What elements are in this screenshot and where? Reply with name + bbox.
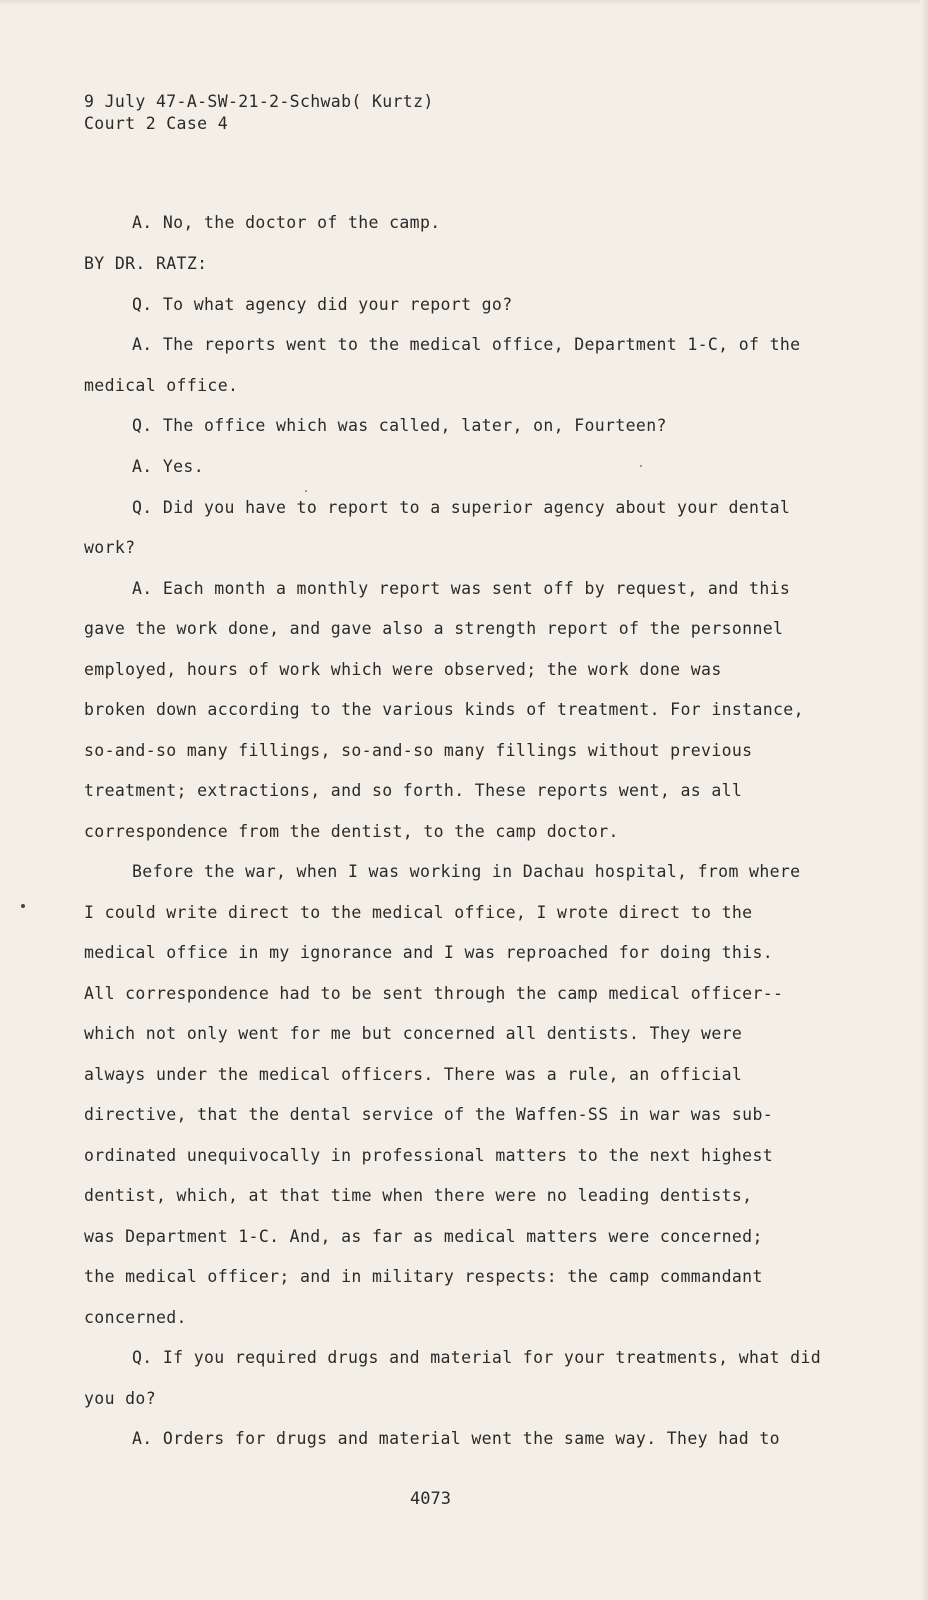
transcript-line: treatment; extractions, and so forth. These reports went, as all bbox=[84, 781, 743, 800]
transcript-line: Before the war, when I was working in Dachau hospital, from where bbox=[132, 862, 801, 881]
page-edge-top bbox=[0, 0, 928, 6]
page-edge-right bbox=[920, 0, 928, 1600]
transcript-line: work? bbox=[84, 538, 136, 557]
transcript-line: dentist, which, at that time when there were no leading dentists, bbox=[84, 1186, 753, 1205]
transcript-line: always under the medical officers. There was a rule, an official bbox=[84, 1065, 743, 1084]
transcript-line: employed, hours of work which were observed; the work done was bbox=[84, 660, 722, 679]
transcript-line: concerned. bbox=[84, 1308, 187, 1327]
document-header-court-line: Court 2 Case 4 bbox=[84, 114, 228, 133]
paper-speck bbox=[640, 465, 642, 467]
paper-speck bbox=[305, 490, 307, 492]
transcript-line: the medical officer; and in military respects: the camp commandant bbox=[84, 1267, 763, 1286]
transcript-line: you do? bbox=[84, 1389, 156, 1408]
transcript-line: correspondence from the dentist, to the camp doctor. bbox=[84, 822, 619, 841]
transcript-line: A. The reports went to the medical office, Department 1-C, of the bbox=[132, 335, 801, 354]
speaker-heading: BY DR. RATZ: bbox=[84, 254, 208, 273]
transcript-line: A. Orders for drugs and material went the same way. They had to bbox=[132, 1429, 780, 1448]
transcript-line: which not only went for me but concerned all dentists. They were bbox=[84, 1024, 743, 1043]
transcript-line: Q. The office which was called, later, on, Fourteen? bbox=[132, 416, 667, 435]
transcript-line: was Department 1-C. And, as far as medical matters were concerned; bbox=[84, 1227, 763, 1246]
page-number: 4073 bbox=[410, 1489, 451, 1509]
transcript-line: Q. To what agency did your report go? bbox=[132, 295, 513, 314]
transcript-line: A. Each month a monthly report was sent off by request, and this bbox=[132, 579, 791, 598]
transcript-line: so-and-so many fillings, so-and-so many fillings without previous bbox=[84, 741, 753, 760]
document-header-date-line: 9 July 47-A-SW-21-2-Schwab( Kurtz) bbox=[84, 92, 434, 111]
margin-punch-mark bbox=[21, 904, 25, 908]
transcript-line: ordinated unequivocally in professional matters to the next highest bbox=[84, 1146, 774, 1165]
transcript-line: medical office. bbox=[84, 376, 239, 395]
transcript-line: gave the work done, and gave also a strength report of the personnel bbox=[84, 619, 784, 638]
transcript-line: A. No, the doctor of the camp. bbox=[132, 213, 441, 232]
transcript-line: All correspondence had to be sent through the camp medical officer-- bbox=[84, 984, 784, 1003]
transcript-line: directive, that the dental service of the Waffen-SS in war was sub- bbox=[84, 1105, 774, 1124]
transcript-line: I could write direct to the medical office, I wrote direct to the bbox=[84, 903, 753, 922]
transcript-line: Q. Did you have to report to a superior agency about your dental bbox=[132, 498, 791, 517]
transcript-line: Q. If you required drugs and material for your treatments, what did bbox=[132, 1348, 822, 1367]
transcript-line: medical office in my ignorance and I was reproached for doing this. bbox=[84, 943, 774, 962]
transcript-line: A. Yes. bbox=[132, 457, 204, 476]
transcript-line: broken down according to the various kinds of treatment. For instance, bbox=[84, 700, 804, 719]
